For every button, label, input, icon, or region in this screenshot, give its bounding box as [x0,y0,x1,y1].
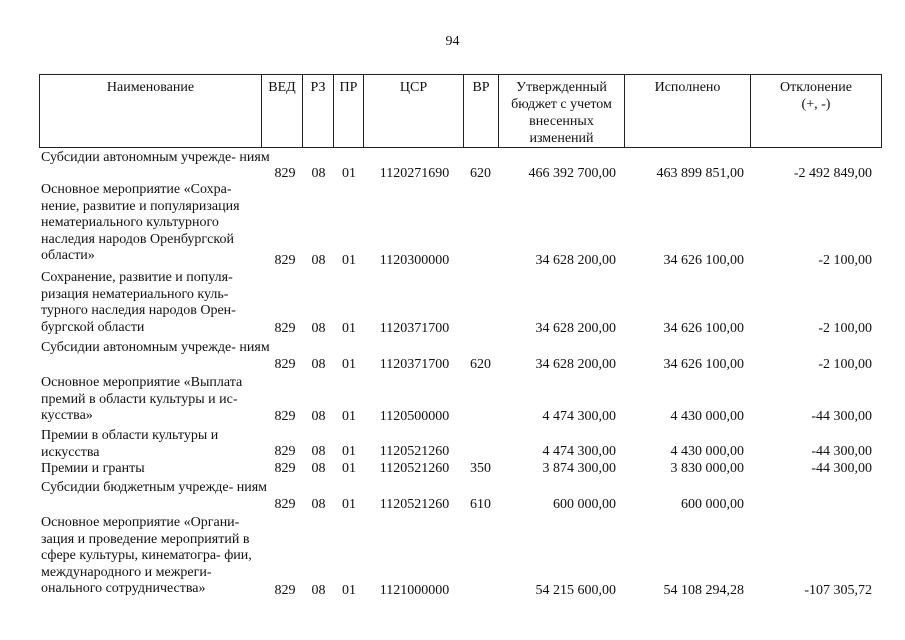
row-csr: 1121000000 [379,583,450,598]
table-row [39,515,882,600]
table-row [39,182,882,266]
row-deviation: -44 300,00 [811,461,872,476]
row-ved: 829 [274,253,296,268]
row-pr: 01 [342,583,356,598]
row-approved: 600 000,00 [553,497,616,512]
header-pr: ПР [334,75,364,147]
row-executed: 34 626 100,00 [663,321,744,336]
row-executed: 54 108 294,28 [663,583,744,598]
page-number: 94 [445,34,460,49]
row-name: Субсидии бюджетным учрежде- ниям [41,480,268,495]
row-name: Премии и гранты [41,461,145,476]
row-executed: 463 899 851,00 [656,166,744,181]
row-pr: 01 [342,357,356,372]
row-executed: 4 430 000,00 [670,409,744,424]
row-approved: 54 215 600,00 [535,583,616,598]
row-pr: 01 [342,253,356,268]
header-name: Наименование [40,75,262,147]
row-ved: 829 [274,409,296,424]
table-row [39,340,882,373]
row-approved: 34 628 200,00 [535,321,616,336]
row-ved: 829 [274,461,296,476]
row-name: Субсидии автономным учрежде- ниям [41,150,270,165]
row-rz: 08 [311,166,326,181]
row-csr: 1120521260 [379,461,450,476]
row-executed: 600 000,00 [681,497,744,512]
row-name: Основное мероприятие «Органи- зация и проведение мероприятий в сфере культуры, кинематогра- фии, международного и межреги- онального сотрудничества» [41,515,252,596]
table-row [39,375,882,425]
row-name: Премии в области культуры и искусства [41,428,219,460]
row-ved: 829 [274,583,296,598]
row-approved: 466 392 700,00 [528,166,616,181]
row-deviation: -2 100,00 [818,321,872,336]
row-ved: 829 [274,166,296,181]
row-rz: 08 [311,497,326,512]
row-rz: 08 [311,444,326,459]
row-csr: 1120271690 [379,166,450,181]
row-ved: 829 [274,497,296,512]
row-ved: 829 [274,357,296,372]
row-rz: 08 [311,357,326,372]
row-approved: 34 628 200,00 [535,357,616,372]
row-vr: 620 [470,357,491,372]
row-executed: 4 430 000,00 [670,444,744,459]
table-header [39,74,882,148]
row-approved: 3 874 300,00 [542,461,616,476]
row-rz: 08 [311,253,326,268]
table-row [39,270,882,338]
table-row [39,150,882,183]
table-row [39,428,882,461]
row-csr: 1120521260 [379,444,450,459]
row-deviation: -107 305,72 [804,583,872,598]
row-approved: 34 628 200,00 [535,253,616,268]
row-csr: 1120371700 [379,357,450,372]
header-csr: ЦСР [364,75,464,147]
row-pr: 01 [342,409,356,424]
row-rz: 08 [311,321,326,336]
row-pr: 01 [342,321,356,336]
header-rz: РЗ [303,75,334,147]
header-approved: Утвержденный бюджет с учетом внесенных изменений [499,75,625,147]
row-vr: 620 [470,166,491,181]
row-rz: 08 [311,461,326,476]
row-pr: 01 [342,461,356,476]
table-row [39,461,882,478]
header-deviation: Отклонение (+, -) [780,80,852,112]
row-deviation: -44 300,00 [811,409,872,424]
row-ved: 829 [274,321,296,336]
row-rz: 08 [311,583,326,598]
row-executed: 34 626 100,00 [663,357,744,372]
row-pr: 01 [342,166,356,181]
row-deviation: -2 492 849,00 [793,166,872,181]
row-name: Основное мероприятие «Сохра- нение, развитие и популяризация нематериального культурного наследия народов Оренбургской области» [41,182,240,263]
row-pr: 01 [342,497,356,512]
row-executed: 3 830 000,00 [670,461,744,476]
row-pr: 01 [342,444,356,459]
row-ved: 829 [274,444,296,459]
row-deviation: -2 100,00 [818,253,872,268]
row-csr: 1120521260 [379,497,450,512]
row-executed: 34 626 100,00 [663,253,744,268]
row-vr: 350 [470,461,491,476]
header-ved: ВЕД [262,75,303,147]
row-name: Сохранение, развитие и популя- ризация нематериального куль- турного наследия народов Орен- бургской области [41,270,236,335]
table-row [39,480,882,513]
row-csr: 1120500000 [379,409,450,424]
row-deviation: -2 100,00 [818,357,872,372]
row-csr: 1120300000 [379,253,450,268]
row-approved: 4 474 300,00 [542,444,616,459]
header-executed: Исполнено [625,75,751,147]
row-vr: 610 [470,497,491,512]
row-name: Основное мероприятие «Выплата премий в области культуры и ис- кусства» [41,375,243,423]
row-deviation: -44 300,00 [811,444,872,459]
row-name: Субсидии автономным учрежде- ниям [41,340,270,355]
row-approved: 4 474 300,00 [542,409,616,424]
row-rz: 08 [311,409,326,424]
row-csr: 1120371700 [379,321,450,336]
header-vr: ВР [464,75,499,147]
